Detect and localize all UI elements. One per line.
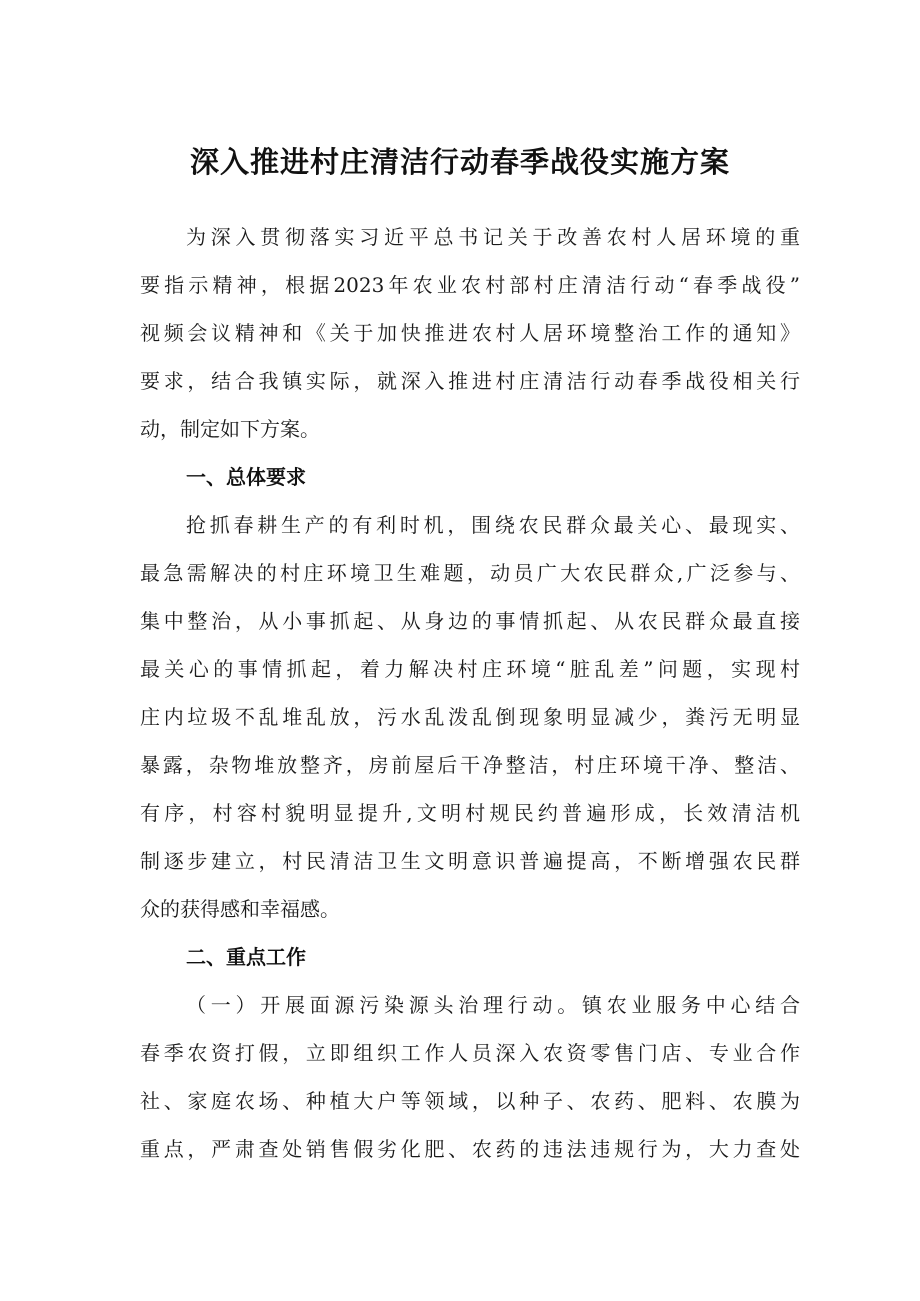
section1-line-8: 制逐步建立，村民清洁卫生文明意识普遍提高，不断增强农民群 xyxy=(140,849,800,873)
section2-line-1: （一）开展面源污染源头治理行动。镇农业服务中心结合 xyxy=(186,993,800,1017)
section1-line-6: 暴露，杂物堆放整齐，房前屋后干净整洁，村庄环境干净、整洁、 xyxy=(140,753,800,777)
section1-line-7: 有序，村容村貌明显提升,文明村规民约普遍形成，长效清洁机 xyxy=(140,801,800,825)
intro-paragraph xyxy=(140,213,800,453)
section-heading-key-tasks: 二、重点工作 xyxy=(186,945,306,969)
intro-line-5: 动，制定如下方案。 xyxy=(140,417,320,441)
section2-line-3: 社、家庭农场、种植大户等领域，以种子、农药、肥料、农膜为 xyxy=(140,1089,800,1113)
section2-paragraph xyxy=(140,981,800,1173)
section1-line-2: 最急需解决的村庄环境卫生难题，动员广大农民群众,广泛参与、 xyxy=(140,561,800,585)
intro-line-2: 要指示精神，根据2023年农业农村部村庄清洁行动“春季战役” xyxy=(140,273,800,297)
intro-line-3: 视频会议精神和《关于加快推进农村人居环境整治工作的通知》 xyxy=(140,321,800,345)
section1-line-4: 最关心的事情抓起，着力解决村庄环境“脏乱差”问题，实现村 xyxy=(140,657,800,681)
document-title: 深入推进村庄清洁行动春季战役实施方案 xyxy=(189,145,730,179)
intro-line-4: 要求，结合我镇实际，就深入推进村庄清洁行动春季战役相关行 xyxy=(140,369,800,393)
section1-line-1: 抢抓春耕生产的有利时机，围绕农民群众最关心、最现实、 xyxy=(186,513,800,537)
section1-paragraph xyxy=(140,501,800,933)
section-heading-overall-requirements: 一、总体要求 xyxy=(186,465,306,489)
section1-line-9: 众的获得感和幸福感。 xyxy=(140,897,340,921)
section2-line-4: 重点，严肃查处销售假劣化肥、农药的违法违规行为，大力查处 xyxy=(140,1137,800,1161)
section1-line-5: 庄内垃圾不乱堆乱放，污水乱泼乱倒现象明显减少，粪污无明显 xyxy=(140,705,800,729)
intro-line-1: 为深入贯彻落实习近平总书记关于改善农村人居环境的重 xyxy=(186,225,800,249)
section2-line-2: 春季农资打假，立即组织工作人员深入农资零售门店、专业合作 xyxy=(140,1041,800,1065)
section1-line-3: 集中整治，从小事抓起、从身边的事情抓起、从农民群众最直接 xyxy=(140,609,800,633)
